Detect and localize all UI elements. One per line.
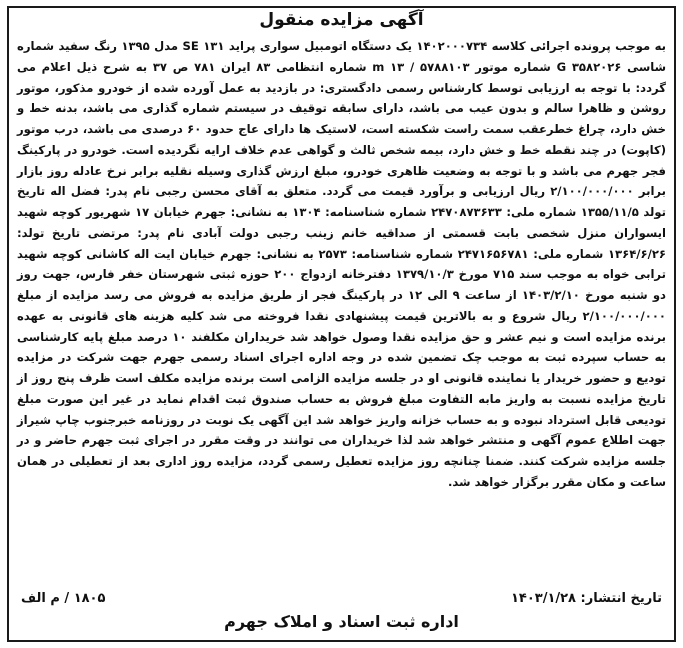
notice-frame — [7, 6, 676, 642]
issuing-office: اداره ثبت اسناد و املاک جهرم — [224, 612, 459, 631]
notice-title: آگهی مزایده منقول — [259, 10, 424, 30]
publish-date: تاریخ انتشار: ۱۴۰۳/۱/۲۸ — [510, 591, 662, 606]
notice-footer — [21, 591, 662, 613]
reference-code: ۱۸۰۵ / م الف — [21, 591, 106, 606]
notice-body: به موجب پرونده اجرائی کلاسه ۱۴۰۲۰۰۰۷۳۴ یک دستگاه اتومبیل سواری پراید ۱۳۱ SE مدل ۱۳۹۵ رنگ سفید شماره شاسی G ۳۵۸۲۰۲۶ شماره موتور ۵۷۸۸۱۰۳ / m ۱۳ شماره انتظامی ۸۳ ایران ۷۸۱ ص ۳۷ به شرح ذیل اعلام می گردد: با توجه به ارزیابی توسط کارشناس رسمی دادگستری: در بازدید به عمل آورده شده از خودرو مذکور، موتور روشن و ظاهرا سالم و بدون عیب می باشد، دارای سابقه توقیف در سیستم شماره گذاری می باشد، بدنه خط و خش دارد، چراغ خطرعقب سمت راست شکسته است، لاستیک ها دارای عاج حدود ۶۰ درصدی می باشد، درب موتور (کاپوت) در چند نقطه خط و خش دارد، بیمه شخص ثالث و گواهی عدم خلاف ارایه نگردیده است. خودرو در پارکینگ فجر جهرم می باشد و با توجه به وضعیت ظاهری خودرو، مبلغ ارزش گذاری وسیله نقلیه برابر نرخ عادله روز بازار برابر ۲/۱۰۰/۰۰۰/۰۰۰ ریال ارزیابی و برآورد قیمت می گردد. متعلق به آقای محسن رجبی نام پدر: فضل اله تاریخ تولد ۱۳۵۵/۱۱/۵ شماره ملی: ۲۴۷۰۸۷۳۶۳۳ شماره شناسنامه: ۱۳۰۴ به نشانی: جهرم خیابان ۱۷ شهریور کوچه شهید ایسواران منزل شخصی بابت قسمتی از صداقیه خانم زینب رجبی دولت آبادی نام پدر: مرتضی تاریخ تولد: ۱۳۶۴/۶/۲۶ شماره ملی: ۲۴۷۱۶۵۶۷۸۱ شماره شناسنامه: ۲۵۷۳ به نشانی: جهرم خیابان ایت اله کاشانی کوچه شهید ترابی خواه به موجب سند ۷۱۵ مورخ ۱۳۷۹/۱۰/۳ دفترخانه ازدواج ۲۰۰ حوزه ثبتی شهرستان خفر فارس، جهت روز دو شنبه مورخ ۱۴۰۳/۲/۱۰ از ساعت ۹ الی ۱۲ در پارکینگ فجر از طریق مزایده به فروش می رسد مزایده از مبلغ ۲/۱۰۰/۰۰۰/۰۰۰ ریال شروع و به بالاترین قیمت پیشنهادی نقدا فروخته می شد کلیه هزینه های قانونی به عهده برنده مزایده است و نیم عشر و حق مزایده نقدا وصول خواهد شد خریداران مکلفند ۱۰ درصد مبلغ پایه کارشناسی به حساب سپرده ثبت به موجب چک تضمین شده در وجه اداره اجرای اسناد رسمی جهرم جهت شرکت در مزایده تودیع و حضور خریدار یا نماینده قانونی او در جلسه مزایده الزامی است برنده مزایده مکلف است ظرف پنج روز از تاریخ مزایده نسبت به واریز مابه التفاوت مبلغ فروش به حساب صندوق ثبت اقدام نماید در غیر این صورت مبلغ تودیعی قابل استرداد نبوده و به حساب خزانه واریز خواهد شد این آگهی یک نوبت در روزنامه خبرجنوب چاپ شیراز جهت اطلاع عموم آگهی و منتشر خواهد شد لذا خریداران می توانند در وقت مقرر در اجرای ثبت جهرم حاضر و در جلسه مزایده شرکت کنند. ضمنا چنانچه روز مزایده تعطیل رسمی گردد، مزایده روز اداری بعد از تعطیلی در همان ساعت و مکان مقرر برگزار خواهد شد. — [17, 39, 667, 489]
